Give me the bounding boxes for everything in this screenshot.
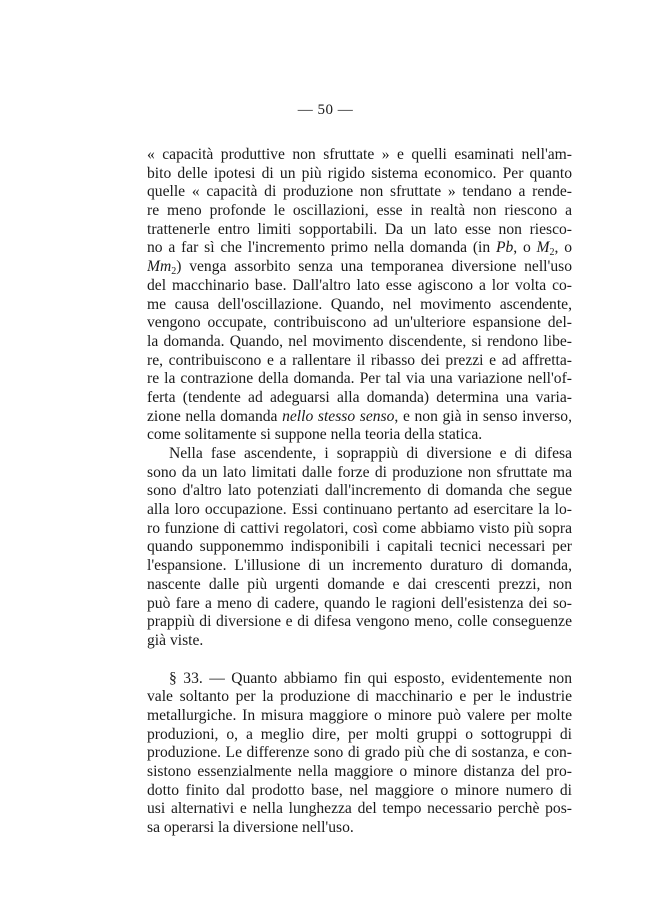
- text-line: « capacità produttive non sfruttate » e quelli esaminati nell'am-: [147, 146, 572, 163]
- text-line: usi alternativi e nella lunghezza del tempo necessario perchè pos-: [147, 800, 572, 818]
- text-run: , o: [513, 239, 537, 257]
- text-line: bito delle ipotesi di un più rigido sistema economico. Per quanto: [147, 164, 572, 182]
- text-line: quelle « capacità di produzione non sfruttate » tendano a rende-: [147, 183, 572, 201]
- text-line: sa operarsi la diversione nell'uso.: [147, 819, 354, 837]
- text-line: Nella fase ascendente, i soprappiù di diversione e di difesa: [169, 445, 572, 462]
- text-run: ) venga assorbito senza una temporanea diversione nell'uso: [176, 258, 572, 276]
- text-line: sono d'altro lato potenziati dall'incremento di domanda che segue: [147, 482, 572, 500]
- text-line: metallurgiche. In misura maggiore o minore può valere per molte: [147, 706, 572, 724]
- text-run: zione nella domanda: [147, 407, 283, 425]
- text-line: [147, 239, 572, 258]
- text-line: ro funzione di cattivi regolatori, così come abbiamo visto più sopra: [147, 519, 572, 537]
- formula-pb: Pb: [495, 239, 514, 257]
- text-line: l'espansione. L'illusione di un incremento duraturo di domanda,: [147, 557, 572, 575]
- text-line: ferta (tendente ad adeguarsi alla domanda) determina una varia-: [147, 388, 572, 406]
- paragraph-2: [147, 445, 572, 651]
- text-line: § 33. — Quanto abbiamo fin qui esposto, evidentemente non: [169, 669, 572, 687]
- text-line: può fare a meno di cadere, quando le ragioni dell'esistenza dei so-: [147, 594, 572, 612]
- text-line: vengono occupate, contribuiscono ad un'ulteriore espansione del-: [147, 314, 572, 332]
- page-number: — 50 —: [297, 102, 354, 118]
- text-line: come solitamente si suppone nella teoria della statica.: [147, 426, 483, 444]
- paragraph-gap: [147, 651, 572, 670]
- text-line: [147, 408, 572, 427]
- text-line: produzioni, o, a meglio dire, per molti gruppi o sottogruppi di: [147, 725, 572, 743]
- text-line: re, contribuiscono e a rallentare il ribasso dei prezzi e ad affretta-: [147, 351, 572, 369]
- body-text: [147, 146, 572, 838]
- text-line: produzione. Le differenze sono di grado più che di sostanza, e con-: [147, 744, 572, 762]
- text-line: trattenerle entro limiti sopportabili. Da un lato esse non riesco-: [147, 220, 572, 238]
- text-line: prappiù di diversione e di difesa vengono meno, colle conseguenze: [147, 613, 572, 631]
- text-line: dotto finito dal prodotto base, nel maggiore o minore numero di: [147, 781, 572, 799]
- text-line: vale soltanto per la produzione di macchinario e per le industrie: [147, 688, 572, 706]
- italic-phrase: nello stesso senso: [282, 407, 395, 425]
- text-run: , e non già in senso inverso,: [394, 407, 572, 425]
- subscript: 2: [549, 247, 555, 259]
- text-line: nascente dalle più urgenti domande e dai crescenti prezzi, non: [147, 575, 572, 593]
- text-run: , o: [554, 239, 572, 257]
- text-line: [147, 258, 572, 277]
- paragraph-3: [147, 670, 572, 838]
- text-line: sistono essenzialmente nella maggiore o minore distanza del pro-: [147, 763, 572, 780]
- paragraph-1: [147, 146, 572, 445]
- text-run: no a far sì che l'incremento primo nella domanda (in: [147, 239, 496, 257]
- text-line: me causa dell'oscillazione. Quando, nel movimento ascendente,: [147, 295, 572, 313]
- text-line: sono da un lato limitati dalle forze di produzione non sfruttate ma: [147, 463, 572, 481]
- text-line: già viste.: [147, 631, 204, 649]
- subscript: 2: [171, 266, 177, 277]
- text-line: la domanda. Quando, nel movimento discendente, si rendono libe-: [147, 332, 572, 350]
- formula-m: M: [536, 239, 550, 257]
- text-line: re la contrazione della domanda. Per tal via una variazione nell'of-: [147, 370, 572, 388]
- text-line: del macchinario base. Dall'altro lato esse agiscono a lor volta co-: [147, 276, 572, 294]
- text-line: re meno profonde le oscillazioni, esse in realtà non riescono a: [147, 202, 572, 220]
- text-line: quando supponemmo indisponibili i capitali tecnici necessari per: [147, 538, 572, 556]
- formula-mm: Mm: [147, 258, 172, 276]
- text-line: alla loro occupazione. Essi continuano pertanto ad esercitare la lo-: [147, 501, 572, 519]
